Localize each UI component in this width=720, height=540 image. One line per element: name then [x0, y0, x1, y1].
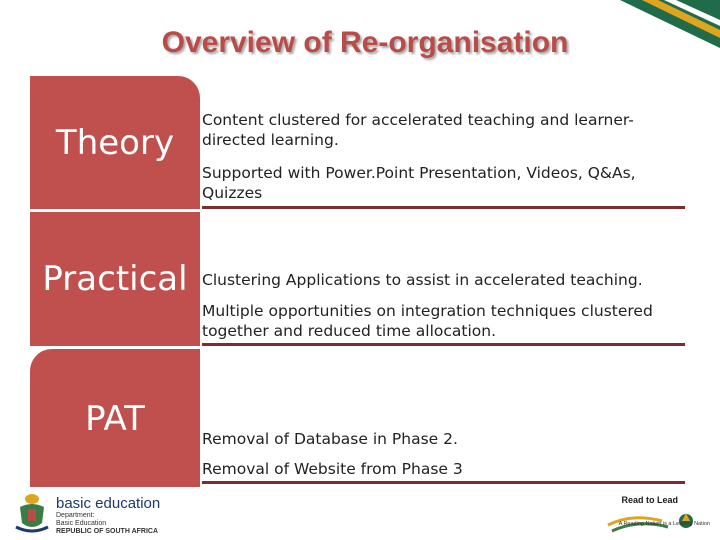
brand-sub-line: Basic Education — [56, 520, 107, 527]
read-to-lead-title: Read to Lead — [621, 495, 678, 505]
section-theory — [30, 76, 685, 209]
section-content-pat — [202, 349, 685, 484]
slide-title: Overview of Re-organisation — [161, 26, 569, 59]
section-content-practical — [202, 212, 685, 346]
brand-main: basic education — [56, 495, 161, 512]
bullet-text: Multiple opportunities on integration techniques clustered together and reduced time allocation. — [202, 302, 653, 340]
bullet-text: Clustering Applications to assist in accelerated teaching. — [202, 271, 643, 289]
section-label-practical: Practical — [30, 212, 200, 346]
coat-of-arms-logo-icon — [10, 491, 54, 535]
bullet-text: Content clustered for accelerated teaching and learner-directed learning. — [202, 111, 634, 149]
section-practical — [30, 212, 685, 346]
brand-block — [56, 495, 160, 536]
bullet-text: Removal of Website from Phase 3 — [202, 460, 463, 478]
bullet-text: Removal of Database in Phase 2. — [202, 430, 458, 448]
brand-sub-line: REPUBLIC OF SOUTH AFRICA — [56, 528, 159, 535]
brand-sub-line: Department: — [56, 512, 95, 519]
section-label-theory: Theory — [30, 76, 200, 209]
section-pat — [30, 349, 685, 484]
bullet-text: Supported with Power.Point Presentation, Videos, Q&As, Quizzes — [202, 164, 636, 202]
section-content-theory — [202, 76, 685, 209]
section-label-pat: PAT — [30, 349, 200, 489]
slide-footer — [0, 487, 720, 540]
read-to-lead-tagline: A Reading Nation is a Leading Nation — [618, 521, 710, 527]
